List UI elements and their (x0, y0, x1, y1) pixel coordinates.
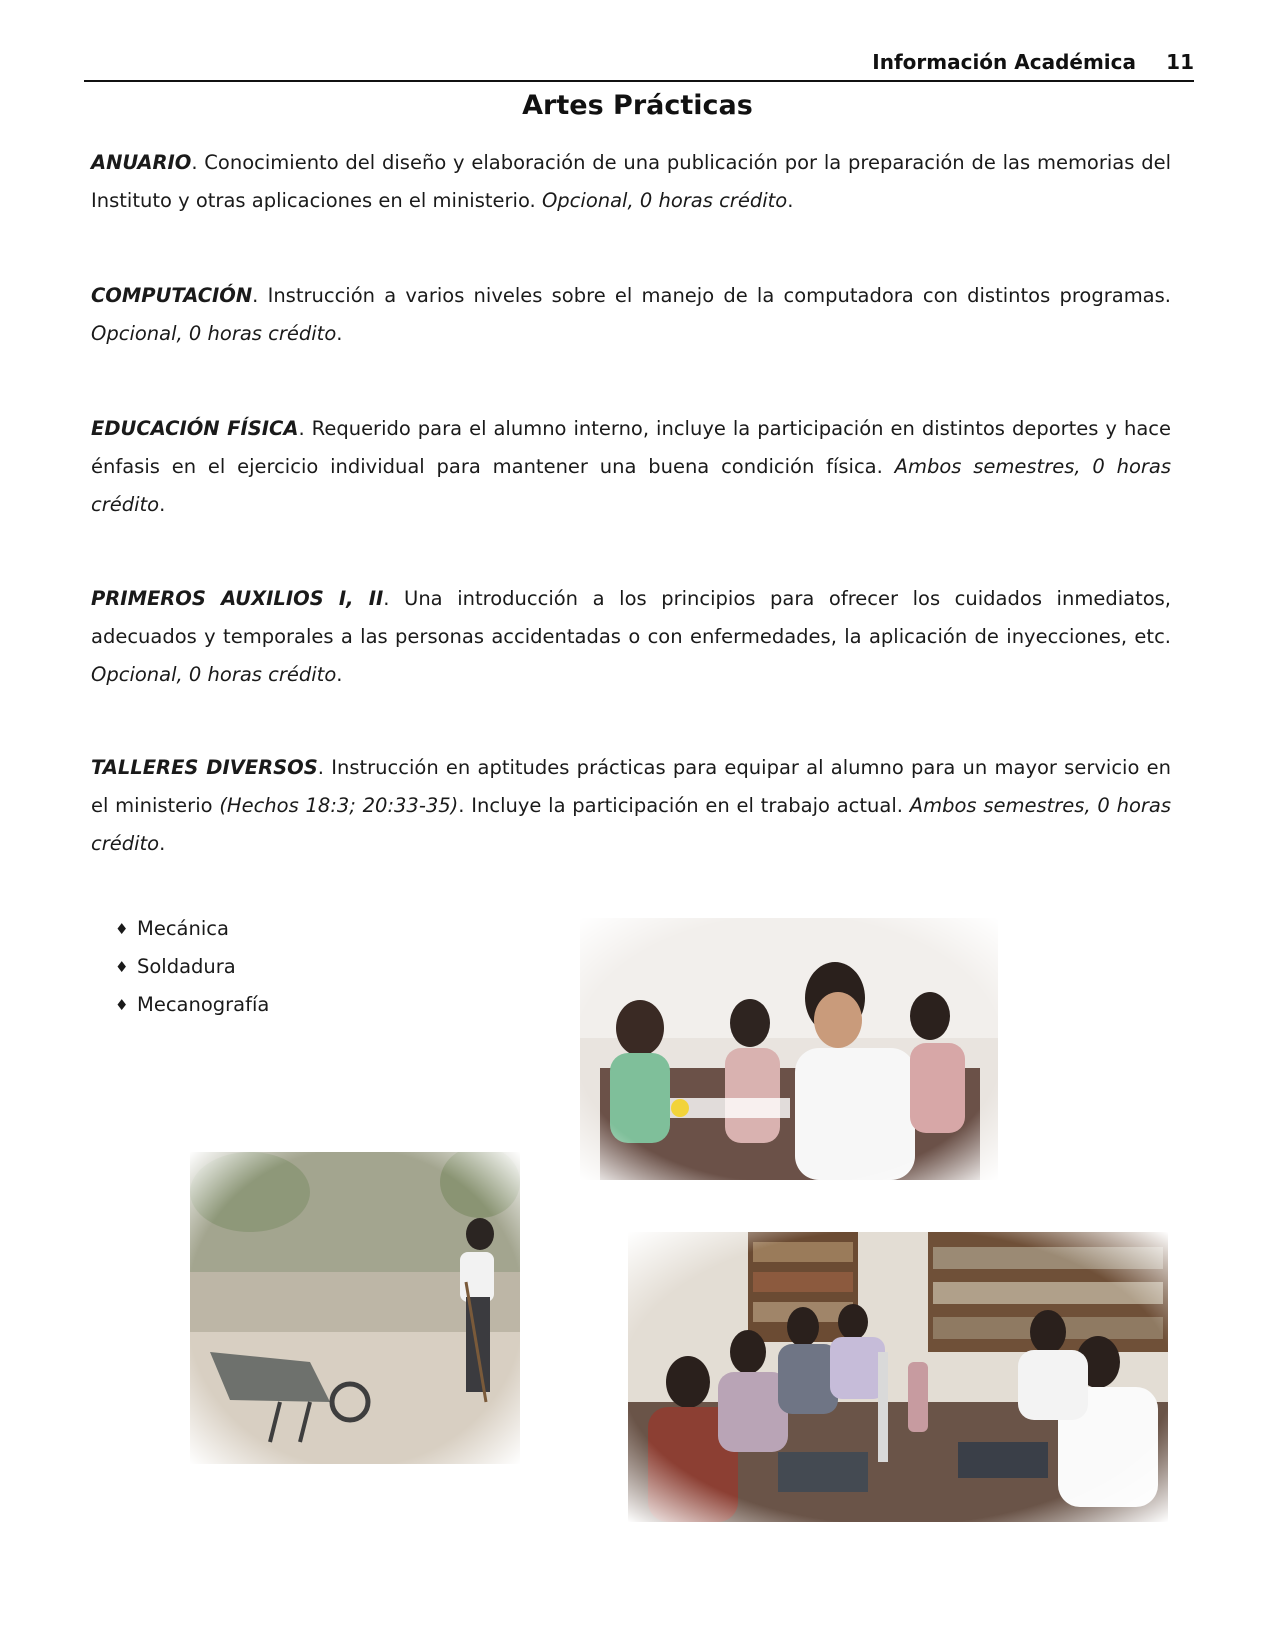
entry-computacion: COMPUTACIÓN. Instrucción a varios niveles sobre el manejo de la computadora con distintos programas. Opcional, 0 horas crédito. (91, 284, 1171, 345)
entry-note: Opcional, 0 horas crédito (91, 322, 337, 345)
page-header (84, 48, 1194, 82)
list-item: ♦ Mecanografía (115, 986, 269, 1024)
entry-text: . Incluye la participación en el trabajo actual. (458, 794, 910, 817)
entry-reference: (Hechos 18:3; 20:33-35) (219, 794, 459, 817)
entry-note: Opcional, 0 horas crédito (541, 189, 788, 212)
entry-text: . Requerido para el alumno interno, incluye la participación en distintos deportes y hace énfasis en el ejercicio individual para mantener una buena condición física. (91, 417, 1171, 478)
list-item: ♦ Soldadura (115, 948, 269, 986)
entry-text: . Una introducción a los principios para ofrecer los cuidados inmediatos, adecuados y temporales a las personas accidentadas o con enfermedades, la aplicación de inyecciones, etc. (91, 587, 1172, 648)
entry-term: TALLERES DIVERSOS (91, 756, 318, 779)
library-photo (628, 1232, 1168, 1522)
header-section-title: Información Académica (872, 50, 1136, 74)
entry-text: . Instrucción en aptitudes prácticas para equipar al alumno para un mayor servicio en el ministerio (91, 756, 1171, 817)
diamond-bullet-icon: ♦ (115, 958, 129, 976)
entry-term: PRIMEROS AUXILIOS I, II (91, 587, 384, 610)
entry-talleres-diversos: TALLERES DIVERSOS. Instrucción en aptitudes prácticas para equipar al alumno para un mayor servicio en el ministerio (Hechos 18:3; 20:33-35). Incluye la participación en el trabajo actual. Ambos semestres, 0 horas crédito. (91, 756, 1171, 855)
entry-note: Ambos semestres, 0 horas crédito (91, 455, 1171, 516)
diamond-bullet-icon: ♦ (115, 996, 129, 1014)
entry-primeros-auxilios: PRIMEROS AUXILIOS I, II. Una introducción a los principios para ofrecer los cuidados inmediatos, adecuados y temporales a las personas accidentadas o con enfermedades, la aplicación de inyecciones, etc. Opcional, 0 horas crédito. (91, 587, 1172, 686)
page-title: Artes Prácticas (522, 90, 753, 121)
entry-term: COMPUTACIÓN (91, 284, 253, 307)
entry-educacion-fisica: EDUCACIÓN FÍSICA. Requerido para el alumno interno, incluye la participación en distintos deportes y hace énfasis en el ejercicio individual para mantener una buena condición física. Ambos semestres, 0 horas crédito. (91, 417, 1171, 516)
classroom-photo (580, 918, 998, 1180)
page-number: 11 (1166, 50, 1194, 74)
entry-text: . Instrucción a varios niveles sobre el manejo de la computadora con distintos programas. (252, 284, 1171, 307)
entry-note: Ambos semestres, 0 horas crédito (91, 794, 1171, 855)
entry-note: Opcional, 0 horas crédito (91, 663, 337, 686)
entry-anuario: ANUARIO. Conocimiento del diseño y elaboración de una publicación por la preparación de las memorias del Instituto y otras aplicaciones en el ministerio. Opcional, 0 horas crédito. (91, 151, 1171, 212)
list-item: ♦ Mecánica (115, 910, 269, 948)
work-photo (190, 1152, 520, 1464)
workshop-list (115, 910, 269, 1024)
diamond-bullet-icon: ♦ (115, 920, 129, 938)
entry-term: ANUARIO (91, 151, 192, 174)
entry-term: EDUCACIÓN FÍSICA (91, 417, 299, 440)
entry-text: . Conocimiento del diseño y elaboración de una publicación por la preparación de las memorias del Instituto y otras aplicaciones en el ministerio. (91, 151, 1171, 212)
